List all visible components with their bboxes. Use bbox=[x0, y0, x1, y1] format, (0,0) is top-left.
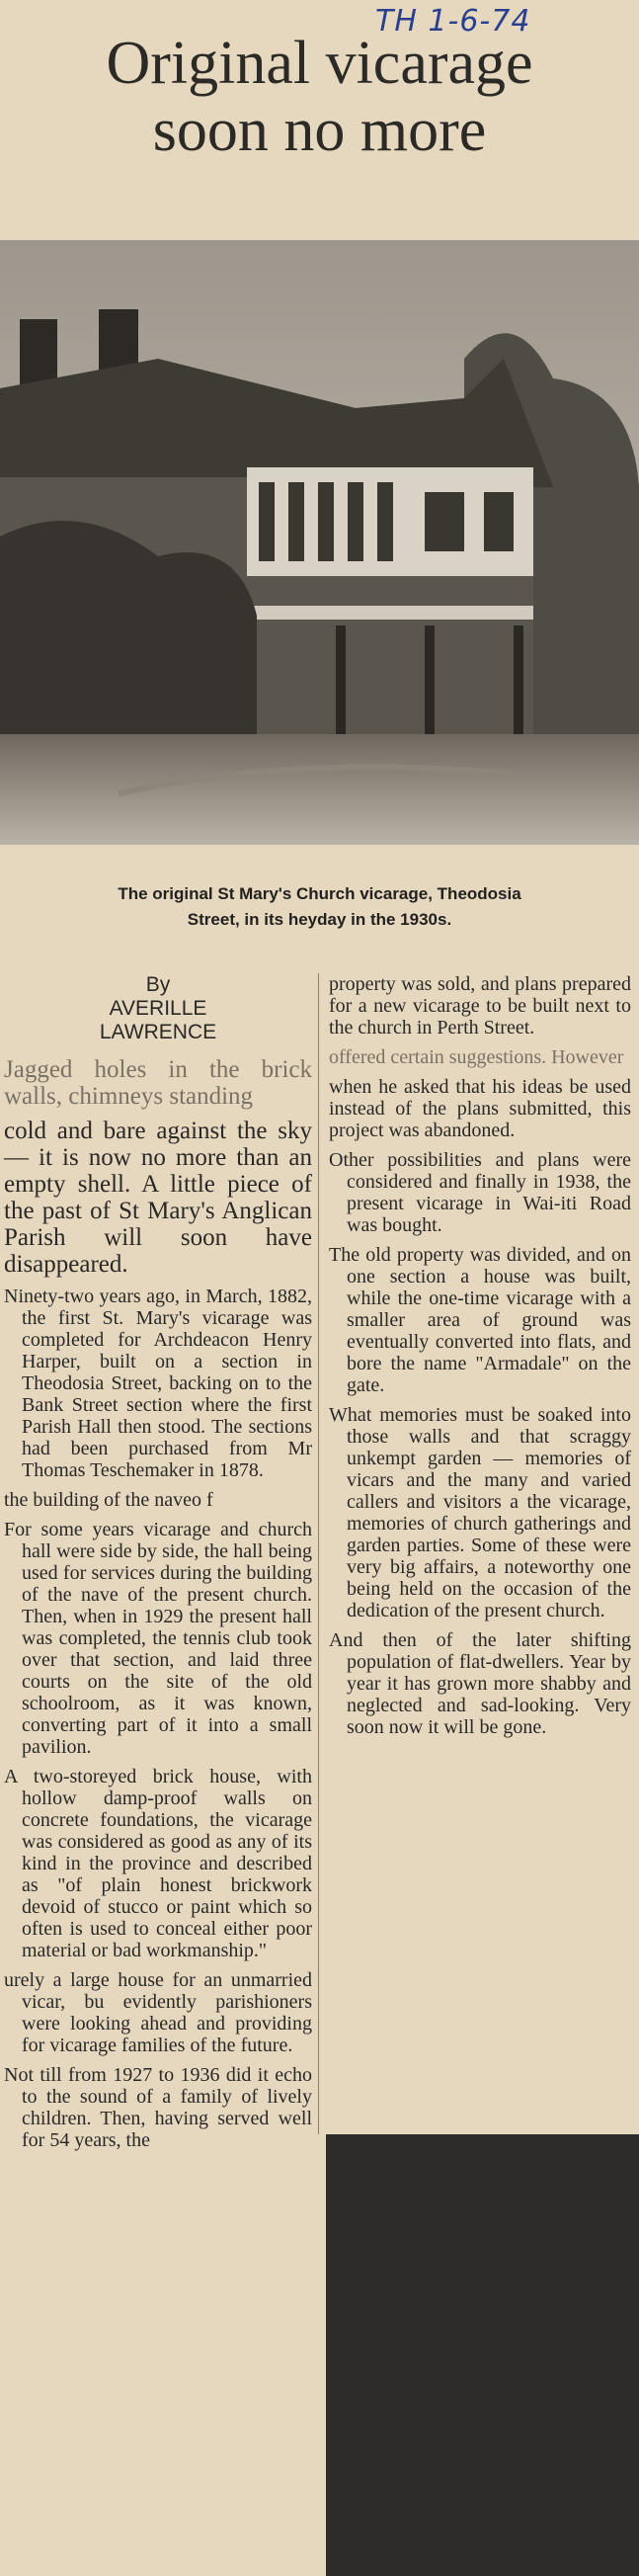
paragraph-memories: What memories must be soaked into those walls and that scraggy unkempt garden — memories of vicars and the many and varied callers and visitors a the vicarage, memories of church gatherings and garden parties. Some of these were very big affairs, a noteworthy one being held on the occasion of the dedication of the present church. bbox=[329, 1404, 631, 1621]
paragraph-other-possibilities: Other possibilities and plans were considered and finally in 1938, the present vicarage in Wai-iti Road was bought. bbox=[329, 1149, 631, 1236]
caption-line-2: Street, in its heyday in the 1930s. bbox=[187, 910, 452, 929]
caption-line-1: The original St Mary's Church vicarage, Theodosia bbox=[118, 884, 521, 903]
byline bbox=[4, 973, 312, 1044]
handwritten-date: TH 1-6-74 bbox=[375, 4, 531, 39]
paragraph-history-fragment: the building of the naveo f bbox=[4, 1489, 213, 1511]
paragraph-family: Not till from 1927 to 1936 did it echo to the sound of a family of lively children. Then, having served well for 54 years, the bbox=[4, 2064, 312, 2151]
paragraph-large-house: urely a large house for an unmarried vicar, bu evidently parishioners were looking ahead and providing for vicarage families of the future. bbox=[4, 1969, 312, 2056]
paragraph-history: Ninety-two years ago, in March, 1882, the first St. Mary's vicarage was completed for Archdeacon Henry Harper, built on a section in Theodosia Street, backing on to the Bank Street section where the first Parish Hall then stood. The sections had been purchased from Mr Thomas Teschemaker in 1878. bbox=[4, 1286, 312, 1481]
lead-paragraph-smudged: Jagged holes in the brick walls, chimneys standing bbox=[4, 1056, 312, 1110]
column-divider bbox=[318, 973, 319, 2134]
vicarage-photo-image bbox=[0, 240, 639, 845]
headline bbox=[0, 30, 639, 164]
lead-paragraph: cold and bare against the sky — it is now no more than an empty shell. A little piece of the past of St Mary's Anglican Parish will soon have disappeared. bbox=[4, 1118, 312, 1278]
byline-by: By bbox=[145, 973, 171, 996]
paragraph-church-hall: For some years vicarage and church hall were side by side, the hall being used for services during the building of the nave of the present church. Then, when in 1929 the present hall was completed, the tennis club took over that section, and laid three courts on the site of the old schoolroom, as it was known, converting part of it into a small pavilion. bbox=[4, 1519, 312, 1758]
byline-name-line-2: LAWRENCE bbox=[99, 1021, 217, 1043]
headline-line-1: Original vicarage bbox=[106, 30, 533, 97]
byline-name-line-1: AVERILLE bbox=[109, 997, 207, 1020]
paragraph-flat-dwellers: And then of the later shifting population of flat-dwellers. Year by year it has grown more shabby and neglected and sad-looking. Very soon now it will be gone. bbox=[329, 1629, 631, 1738]
article-column-left bbox=[4, 973, 312, 2159]
paragraph-brick-house: A two-storeyed brick house, with hollow damp-proof walls on concrete foundations, the vicarage was considered as good as any of its kind in the province and described as "of plain honest brickwork devoid of stucco or paint which so often is used to conceal either poor material or bad workmanship." bbox=[4, 1766, 312, 1961]
article-column-right bbox=[329, 973, 631, 1746]
background-corner bbox=[326, 2134, 639, 2576]
paragraph-property-sold: property was sold, and plans prepared for a new vicarage to be built next to the church in Perth Street. bbox=[329, 973, 631, 1039]
paragraph-smudged: offered certain suggestions. However bbox=[329, 1046, 624, 1068]
headline-line-2: soon no more bbox=[152, 97, 487, 165]
paragraph-project-abandoned: when he asked that his ideas be used instead of the plans submitted, this project was abandoned. bbox=[329, 1076, 631, 1141]
vicarage-photo bbox=[0, 240, 639, 845]
paragraph-divided: The old property was divided, and on one section a house was built, while the one-time vicarage with a smaller area of ground was eventually converted into flats, and bore the name "Armadale" on the gate. bbox=[329, 1244, 631, 1396]
photo-caption bbox=[0, 881, 639, 933]
